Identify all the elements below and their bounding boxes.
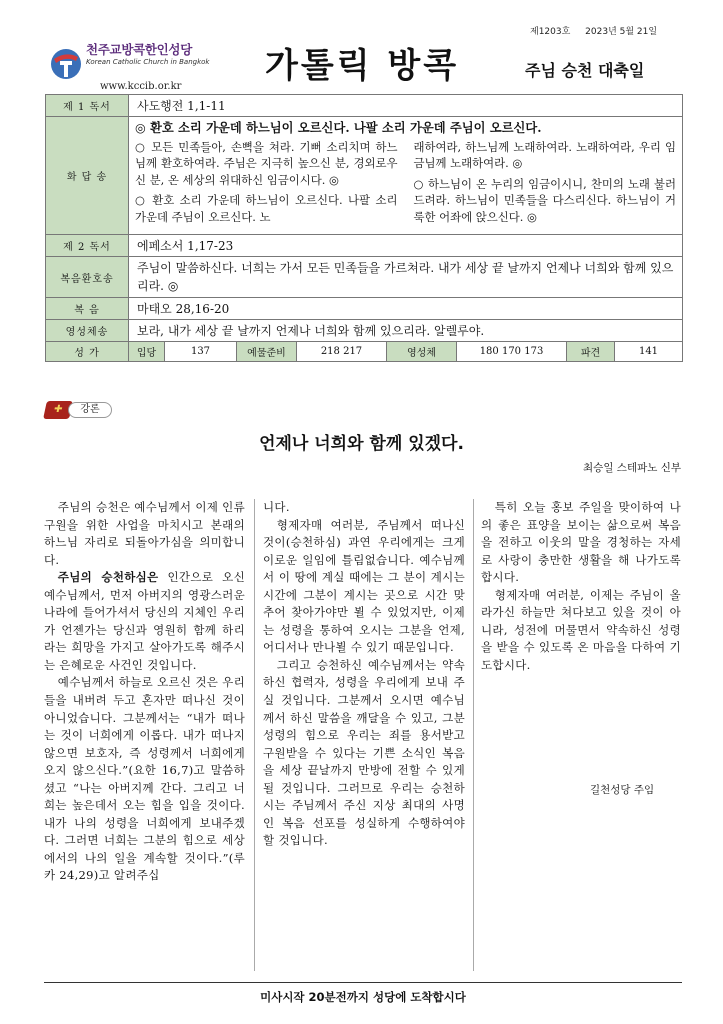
psalm-refrain: ◎ 환호 소리 가운데 하느님이 오르신다. 나팔 소리 가운데 주님이 오르신다. <box>135 120 542 135</box>
homily-paragraph: 예수님께서 하늘로 오르신 것은 우리들을 내버려 두고 혼자만 떠나신 것이 아니었습니다. 그분께서는 “내가 떠나는 것이 너희에게 이롭다. 내가 떠나지 않으면 보호자, 즉 성령께서 너희에게 오지 않으신다.”(요한 16,7)고 말씀하셨고 “나는 아버지께 간다. 그리고 너희는 높은데서 오는 힘을 입을 것이다. 내가 나의 성령을 너희에게 보내주겠다. 그러면 너희는 그분의 힘으로 세상에서의 나의 일을 계속할 것이다.”(루카 24,29)고 알려주십 <box>44 675 245 883</box>
first-reading-ref: 사도행전 1,1-11 <box>129 95 683 117</box>
homily-author: 최승일 스테파노 신부 <box>583 462 681 474</box>
communion-antiphon: 보라, 내가 세상 끝 날까지 언제나 너희와 함께 있으리라. 알렐루야. <box>129 320 683 342</box>
homily-column-3 <box>481 499 681 674</box>
homily-emphasis: 주님의 승천하심은 <box>57 570 159 585</box>
parish-english-name: Korean Catholic Church in Bangkok <box>86 58 210 66</box>
psalm-label: 화 답 송 <box>46 117 129 235</box>
homily-paragraph-highlight <box>44 569 245 674</box>
homily-column-1 <box>44 499 245 885</box>
homily-paragraph: 그리고 승천하신 예수님께서는 약속하신 협력자, 성령을 우리에게 보내 주실 것입니다. 그분께서 오시면 예수님께서 하신 말씀을 깨달을 수 있고, 그분 성령의 힘으로 우리는 죄를 용서받고 구원받을 수 있다는 기쁜 소식인 복음을 세상 끝날까지 만방에 전할 수 있게 될 것입니다. 그러므로 우리는 승천하시는 주님께서 주신 지상 최대의 사명인 복음 선포를 성실하게 수행하여야 할 것입니다. <box>263 657 465 848</box>
issue-date: 2023년 5월 21일 <box>585 27 658 37</box>
gospel-acclamation-label: 복음환호송 <box>46 257 129 298</box>
issue-info <box>530 24 669 37</box>
website-link[interactable]: www.kccib.or.kr <box>100 81 182 92</box>
homily-paragraph: 주님의 승천은 예수님께서 이제 인류구원을 위한 사업을 마치시고 본래의 하느님 자리로 되돌아가심을 의미합니다. <box>44 500 245 567</box>
parish-name: 천주교방콕한인성당 <box>86 42 192 57</box>
column-divider <box>254 499 255 971</box>
homily-paragraph: 특히 오늘 홍보 주일을 맞이하여 나의 좋은 표양을 보이는 삶으로써 복음을 전하고 이웃의 말을 경청하는 자세로 사랑이 충만한 생활을 해 나가도록 합시다. <box>481 500 681 585</box>
homily-title: 언제나 너희와 함께 있겠다. <box>259 434 464 454</box>
readings-table <box>45 94 683 362</box>
homily-tag-label: 강론 <box>68 402 112 418</box>
bulletin-title: 가톨릭 방콕 <box>265 46 460 86</box>
second-reading-label: 제 2 독서 <box>46 235 129 257</box>
column-divider <box>473 499 474 971</box>
homily-signature: 길천성당 주임 <box>590 784 655 796</box>
psalm-verse: ○ 환호 소리 가운데 하느님이 오르신다. 나팔 소리 가운데 주님이 오르신다. 노 <box>135 193 398 224</box>
parish-logo <box>50 47 82 81</box>
homily-paragraph-text: 인간으로 오신 예수님께서, 먼저 아버지의 영광스러운 나라에 들어가셔서 당신의 지체인 우리가 언젠가는 당신과 영원히 함께 하리라는 희망을 가지고 살아가도록 해주시는 은혜로운 사건인 것입니다. <box>44 570 245 672</box>
hymn-offertory-label: 예물준비 <box>237 342 297 362</box>
hymn-entrance-number: 137 <box>165 342 237 362</box>
gospel-ref: 마태오 28,16-20 <box>129 298 683 320</box>
homily-column-2 <box>263 499 465 850</box>
psalm-verse: ○ 하느님이 온 누리의 임금이시니, 찬미의 노래 불러 드려라. 하느님이 민족들을 다스리신다. 하느님이 거룩한 어좌에 앉으신다. ◎ <box>413 176 676 224</box>
communion-label: 영성체송 <box>46 320 129 342</box>
second-reading-ref: 에페소서 1,17-23 <box>129 235 683 257</box>
gospel-acclamation: 주님이 말씀하신다. 너희는 가서 모든 민족들을 가르쳐라. 내가 세상 끝 날까지 언제나 너희와 함께 있으리라. ◎ <box>129 257 683 298</box>
footer-notice: 미사시작 20분전까지 성당에 도착합시다 <box>44 982 682 1005</box>
hymn-communion-number: 180 170 173 <box>457 342 567 362</box>
hymn-offertory-number: 218 217 <box>297 342 387 362</box>
psalm-verses-left <box>135 139 398 230</box>
homily-tag <box>45 401 115 419</box>
hymn-communion-label: 영성체 <box>387 342 457 362</box>
psalm-verse: 래하여라, 하느님께 노래하여라. 노래하여라, 우리 임금님께 노래하여라. ◎ <box>413 139 676 170</box>
hymn-entrance-label: 입당 <box>129 342 165 362</box>
homily-paragraph: 니다. <box>263 500 290 514</box>
feast-title: 주님 승천 대축일 <box>525 61 645 80</box>
hymn-dismissal-label: 파견 <box>567 342 615 362</box>
bulletin-header <box>0 0 723 95</box>
first-reading-label: 제 1 독서 <box>46 95 129 117</box>
issue-number: 제1203호 <box>530 27 571 37</box>
psalm-verse: ○ 모든 민족들아, 손뼉을 쳐라. 기뻐 소리치며 하느님께 환호하여라. 주님은 지극히 높으신 분, 경외로우신 분, 온 세상의 위대하신 임금이시다. ◎ <box>135 139 398 187</box>
bible-icon: ✚ <box>43 401 73 419</box>
hymn-dismissal-number: 141 <box>615 342 683 362</box>
hymn-label: 성 가 <box>46 342 129 362</box>
gospel-label: 복 음 <box>46 298 129 320</box>
homily-paragraph: 형제자매 여러분, 주님께서 떠나신 것이(승천하심) 과연 우리에게는 크게 이로운 일임에 틀림없습니다. 예수님께서 이 땅에 계실 때에는 그 분이 계시는 시간에 그분이 계시는 곳으로 시간 맞추어 찾아가야만 뵐 수 있었지만, 이제는 성령을 통하여 오시는 그분을 언제, 어디서나 만나뵐 수 있기 때문입니다. <box>263 517 465 655</box>
psalm-verses-right <box>414 139 677 230</box>
homily-paragraph: 형제자매 여러분, 이제는 주님이 올라가신 하늘만 쳐다보고 있을 것이 아니라, 성전에 머물면서 약속하신 성령을 받을 수 있도록 온 마음을 다하여 기도합시다. <box>481 587 681 672</box>
responsorial-psalm <box>129 117 683 235</box>
